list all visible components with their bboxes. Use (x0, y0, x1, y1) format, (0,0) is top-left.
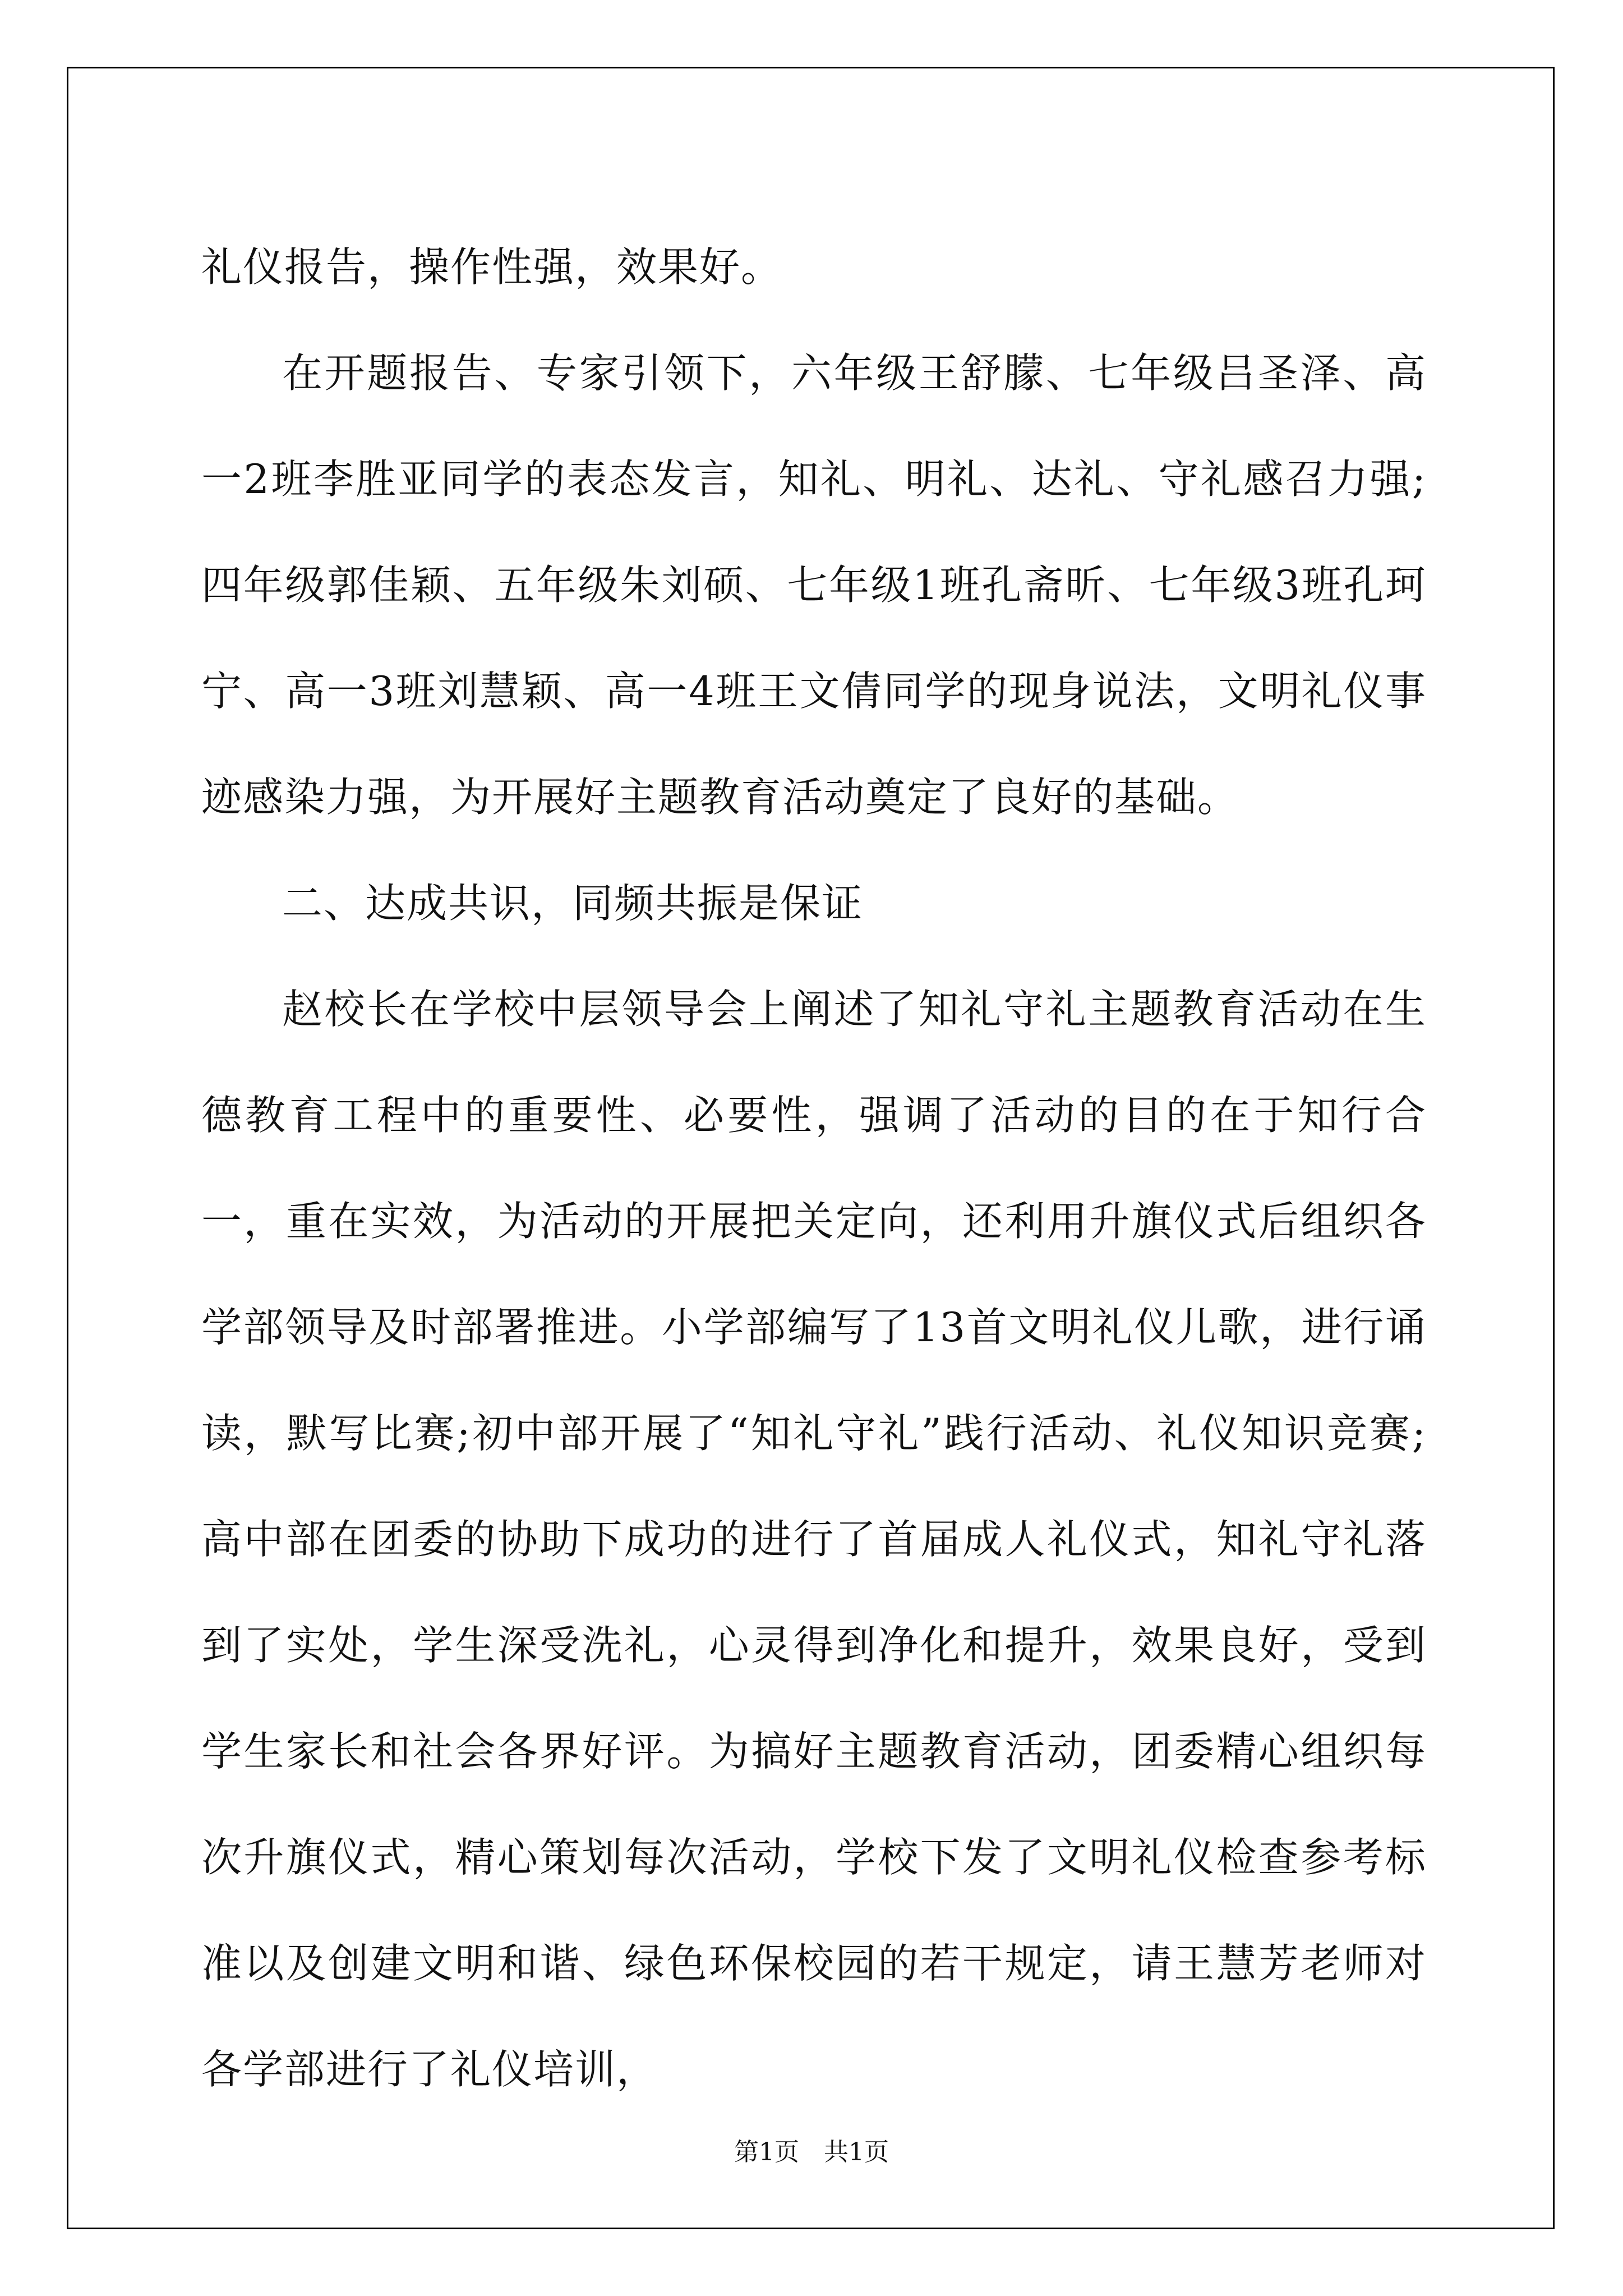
page-footer: 第1页 共1页 (734, 2138, 889, 2166)
document-body (201, 214, 1427, 2123)
section-heading: 二、达成共识，同频共振是保证 (282, 880, 864, 927)
paragraph-2: 在开题报告、专家引领下，六年级王舒朦、七年级吕圣泽、高一2班李胜亚同学的表态发言，知礼、明礼、达礼、守礼感召力强;四年级郭佳颖、五年级朱刘硕、七年级1班孔斋昕、七年级3班孔珂宁、高一3班刘慧颖、高一4班王文倩同学的现身说法，文明礼仪事迹感染力强，为开展好主题教育活动奠定了良好的基础。 (201, 349, 1427, 821)
paragraph-1: 礼仪报告，操作性强，效果好。 (201, 243, 783, 291)
paragraph-3: 赵校长在学校中层领导会上阐述了知礼守礼主题教育活动在生德教育工程中的重要性、必要性，强调了活动的目的在于知行合一，重在实效，为活动的开展把关定向，还利用升旗仪式后组织各学部领导及时部署推进。小学部编写了13首文明礼仪儿歌，进行诵读，默写比赛;初中部开展了“知礼守礼”践行活动、礼仪知识竞赛;高中部在团委的协助下成功的进行了首届成人礼仪式，知礼守礼落到了实处，学生深受洗礼，心灵得到净化和提升，效果良好，受到学生家长和社会各界好评。为搞好主题教育活动，团委精心组织每次升旗仪式，精心策划每次活动，学校下发了文明礼仪检查参考标准以及创建文明和谐、绿色环保校园的若干规定，请王慧芳老师对各学部进行了礼仪培训， (201, 986, 1427, 2093)
